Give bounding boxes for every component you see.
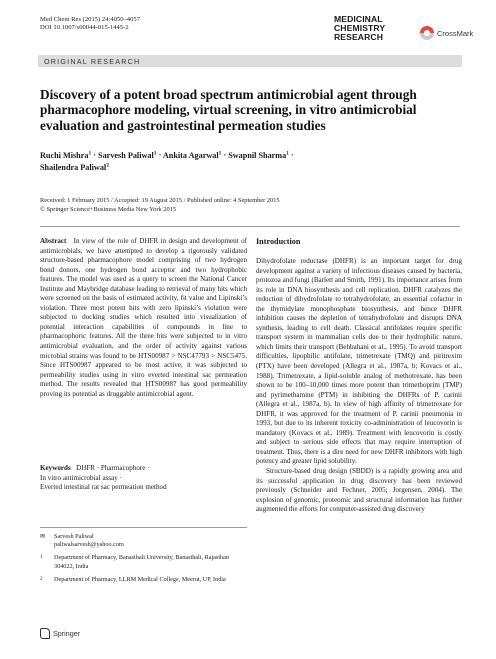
keywords-line: In vitro antimicrobial assay · (40, 473, 122, 482)
footnotes (40, 531, 247, 584)
logo-line-3: RESEARCH (334, 31, 384, 42)
envelope-icon: ✉ (40, 533, 46, 540)
doi[interactable]: DOI 10.1007/s00044-015-1445-2 (40, 24, 129, 32)
publisher-name: Springer (53, 629, 81, 638)
article-title: Discovery of a potent broad spectrum antimicrobial agent through pharmacophore modeling, virtual screening, in vitro antimicrobial evaluation and gastrointestinal permeation studies (40, 87, 417, 133)
dates-line: Received: 1 February 2015 / Accepted: 19 August 2015 / Published online: 4 September 2015 (40, 197, 280, 204)
crossmark-badge[interactable] (420, 26, 473, 40)
keywords-label: Keywords (40, 464, 71, 472)
abstract (40, 237, 247, 399)
author-list: Ruchi Mishra$^1$ · Sarvesh Paliwal$^1$ · Ankita Agarwal$^1$ · Swapnil Sharma$^1$ · Shailendra Paliwal$^2$ (40, 150, 294, 173)
logo-line-1: MEDICINAL (334, 14, 383, 24)
affiliation-mark: 2 (40, 576, 43, 582)
introduction-body (256, 257, 462, 515)
crossmark-label: CrossMark (437, 28, 474, 38)
introduction-heading: Introduction (256, 237, 301, 246)
header-divider (40, 226, 460, 227)
author[interactable]: Swapnil Sharma$^1$ (228, 150, 289, 160)
abstract-text: In view of the role of DHFR in design and development of antimicrobials, we have attempted to develop a rigorously validated structure-based pharmacophore model comprising of two hydrogen bond donors, one hydrogen bond acceptor and two hydrophobic features. The model was used as a query to screen the National Cancer Institute and Maybridge database leading to retrieval of many hits which were screened on the basis of estimated activity, fit value and Lipinski’s violation. Three most potent hits with zero lipinski’s violation were subjected to docking studies which resulted into visualization of potential interaction capabilities of compounds in line to pharmacophoric features. All the three hits were subjected to in vitro antimicrobial evaluation, and the order of activity against various microbial strains was found to be HTS00987 > NSC47793 > NSC5475. Since HTS00987 appeared to be most active, it was subjected to permeability studies using in vitro everted intestinal sac permeation method. The results revealed that HTS00987 has good permeability proving its potential as druggable antimicrobial agent. (40, 237, 247, 398)
publication-dates (40, 197, 460, 214)
journal-name: Med Chem Res (2015) 24:4050–4057 (40, 16, 140, 23)
springer-horse-icon (40, 628, 50, 639)
journal-logo (334, 15, 414, 41)
article-type: ORIGINAL RESEARCH (44, 56, 141, 66)
affiliation-1: Department of Pharmacy, Banasthali University, Banasthali, Rajasthan 304022, India (54, 554, 229, 570)
publisher-logo (40, 628, 80, 639)
keywords (40, 464, 247, 493)
logo-line-2: CHEMISTRY (334, 22, 386, 33)
author[interactable]: Ankita Agarwal$^1$ (162, 150, 222, 160)
author[interactable]: Ruchi Mishra$^1$ (40, 150, 92, 160)
affiliation-mark: 1 (40, 555, 43, 561)
author[interactable]: Shailendra Paliwal$^2$ (40, 162, 109, 173)
keywords-line: Everted intestinal rat sac permeation method (40, 483, 167, 492)
affiliation-2: Department of Pharmacy, LLRM Medical College, Meerut, UP, India (54, 575, 226, 583)
copyright-line: © Springer Science+Business Media New York 2015 (40, 205, 177, 213)
contact-email[interactable]: paliwalsarvesh@yahoo.com (54, 541, 124, 549)
crossmark-icon (420, 26, 434, 40)
journal-citation (40, 16, 140, 33)
keywords-line: DHFR · Pharmacophore · (76, 464, 150, 472)
introduction-paragraph: Dihydrofolate reductase (DHFR) is an important target for drug development against a variety of infectious diseases caused by bacteria, protozoa and fungi (Barlett and Smith, 1991). Its importance arises from its role in DNA biosynthesis and cell replication. DHFR catalyzes the reduction of dihydrofolate to tetrahydrofolate, an essential cofactor in the thymidylate monophosphate biosynthesis, and hence DHFR inhibition causes the depletion of tetrahydrofolate and disrupts DNA synthesis, leading to cell death. Classical antifolates require specific transport system in mammalian cells due to their hydrophilic nature, which limits their transport (Behbahani et al., 1995). To avoid transport difficulties, lipophilic antifolate, trimetrexate (TMQ) and piritrexim (PTX) have been developed (Allegra et al., 1987a, b; Kovacs et al., 1988). Trimetrexate, a lipid-soluble analog of methotrexate, has been shown to be 100–10,000 times more potent than trimethoprim (TMP) and pyrimethamine (PTM) in inhibiting the DHFRs of P. carinii (Allegra et al., 1987a, b). In view of high affinity of trimetrexate for DHFR, it was approved for the treatment of P. carinii pneumonia in 1993, but due to its inherent toxicity co-administration of leucovorin is mandatory (Kovacs et al., 1989). Treatment with leucovorin is costly and subject to serious side effects that may require interruption of treatment. Thus, there is a dire need for new DHFR inhibitors with high potency and greater lipid solubility. (256, 257, 462, 466)
author[interactable]: Sarvesh Paliwal$^1$ (98, 150, 157, 160)
contact-name: Sarvesh Paliwal (54, 533, 94, 540)
footnote-divider (40, 527, 247, 528)
abstract-label: Abstract (40, 237, 67, 245)
introduction-paragraph: Structure-based drug design (SBDD) is a rapidly growing area and its successful application in drug discovery has been reviewed previously (Schneider and Fechner, 2005; Jorgensen, 2004). The explosion of genomic, proteomic and structural information has further augmented the efforts for computer-assisted drug discovery (256, 467, 462, 514)
